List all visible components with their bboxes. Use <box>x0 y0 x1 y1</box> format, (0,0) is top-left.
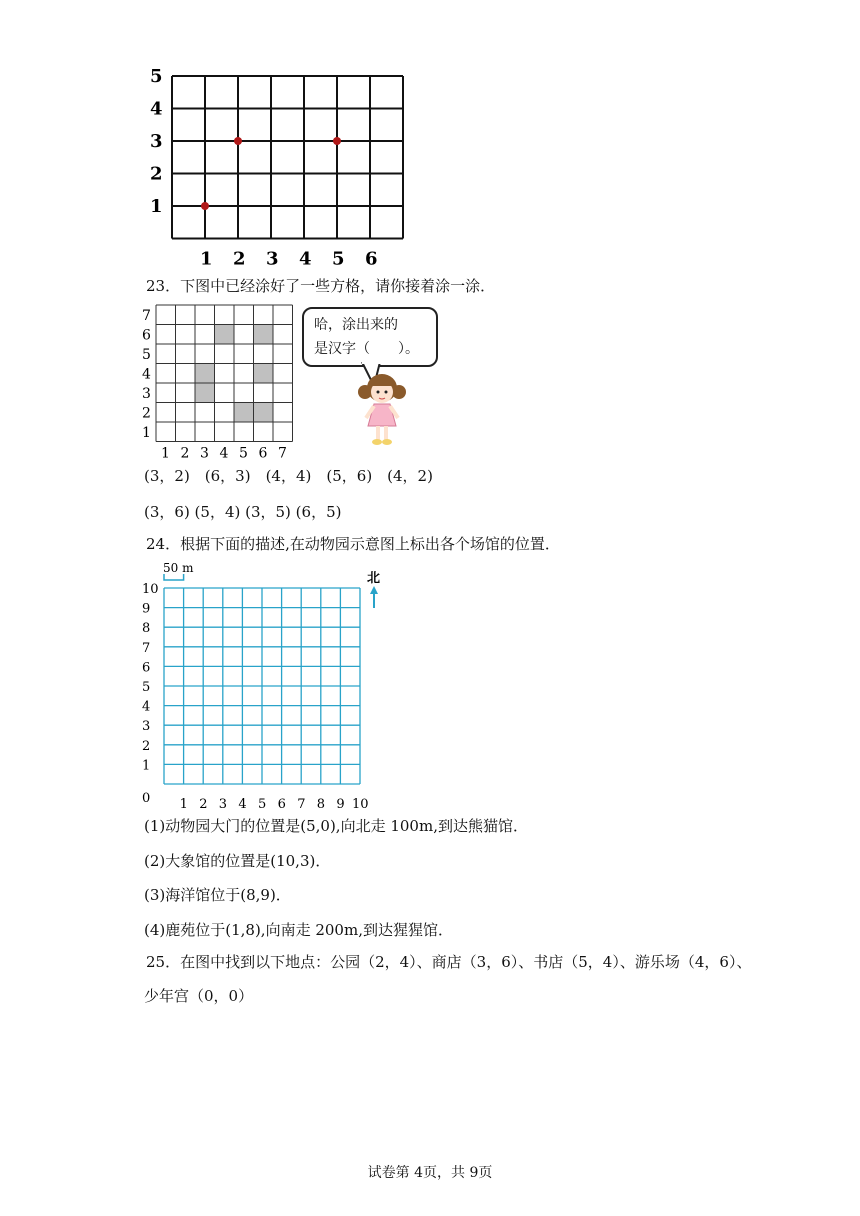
y-tick-label: 7 <box>142 640 151 656</box>
coordinate-list-2: (3，6) (5，4) (3，5) (6，5) <box>144 503 342 521</box>
x-tick-label: 2 <box>180 445 190 460</box>
bubble-line-2: 是汉字（ ）。 <box>314 341 419 357</box>
shaded-cell <box>215 325 235 345</box>
y-tick-label: 5 <box>142 347 151 363</box>
x-tick-label: 6 <box>365 248 378 266</box>
x-tick-label: 7 <box>278 445 287 460</box>
y-tick-label: 1 <box>142 758 151 774</box>
q24-item-3: (3)海洋馆位于(8,9)． <box>144 886 291 904</box>
x-tick-label: 1 <box>161 445 170 460</box>
grid-point <box>234 137 242 145</box>
y-tick-label: 0 <box>142 791 151 806</box>
x-tick-label: 4 <box>299 248 312 266</box>
y-tick-label: 6 <box>142 660 151 676</box>
x-tick-label: 5 <box>239 445 248 460</box>
y-tick-label: 4 <box>142 366 151 383</box>
x-tick-label: 5 <box>258 797 267 808</box>
x-tick-label: 2 <box>233 248 246 266</box>
y-tick-label: 4 <box>142 699 151 715</box>
x-tick-label: 10 <box>352 797 369 808</box>
y-tick-label: 5 <box>142 680 151 695</box>
shaded-cell <box>254 403 274 423</box>
y-tick-label: 5 <box>150 66 163 87</box>
y-tick-label: 4 <box>150 98 163 120</box>
shaded-cell <box>195 364 215 384</box>
x-tick-label: 4 <box>238 797 247 808</box>
x-tick-label: 6 <box>258 445 268 460</box>
coordinate-list-1: (3，2) (6，3) (4，4) (5，6) (4，2) <box>144 467 433 485</box>
x-tick-label: 8 <box>316 797 326 808</box>
north-label: 北 <box>367 571 381 586</box>
q24-item-4: (4)鹿苑位于(1,8),向南走 200m,到达猩猩馆． <box>144 921 453 939</box>
grid-1-svg <box>140 66 410 266</box>
y-tick-label: 3 <box>142 719 151 735</box>
q24-item-2: (2)大象馆的位置是(10,3)． <box>144 852 331 870</box>
question-24-text: 24．根据下面的描述,在动物园示意图上标出各个场馆的位置． <box>146 535 560 553</box>
grid-point <box>201 202 209 210</box>
y-tick-label: 1 <box>150 196 163 217</box>
north-arrow-head-icon <box>370 586 378 594</box>
x-tick-label: 6 <box>277 797 286 808</box>
shaded-cell <box>234 403 254 423</box>
scale-label: 50 m <box>163 561 194 575</box>
speech-bubble <box>302 307 438 367</box>
y-tick-label: 8 <box>142 621 151 637</box>
question-23-text: 23．下图中已经涂好了一些方格，请你接着涂一涂． <box>146 277 496 295</box>
y-tick-label: 9 <box>142 601 151 617</box>
x-tick-label: 3 <box>266 248 279 266</box>
coordinate-grid-1 <box>140 66 410 270</box>
y-tick-label: 2 <box>142 405 151 422</box>
question-25-line-2: 少年宫（0，0） <box>144 987 254 1005</box>
bubble-line-1: 哈，涂出来的 <box>314 317 398 333</box>
x-tick-label: 1 <box>179 797 188 808</box>
x-tick-label: 2 <box>199 797 208 808</box>
shaded-cell <box>254 325 274 345</box>
zoo-map-svg <box>136 558 396 808</box>
y-tick-label: 3 <box>142 386 151 402</box>
shaded-cell <box>195 383 215 403</box>
x-tick-label: 7 <box>297 797 306 808</box>
x-tick-label: 1 <box>200 248 213 266</box>
y-tick-label: 2 <box>150 163 163 185</box>
shaded-cell <box>254 364 274 384</box>
y-tick-label: 3 <box>150 131 163 152</box>
x-tick-label: 5 <box>332 248 345 266</box>
x-tick-label: 9 <box>336 797 345 808</box>
zoo-map-grid <box>136 558 396 812</box>
x-tick-label: 3 <box>218 797 228 808</box>
shading-grid <box>140 300 300 464</box>
page-footer: 试卷第 4页，共 9页 <box>367 1165 493 1181</box>
y-tick-label: 6 <box>142 327 151 344</box>
y-tick-label: 10 <box>142 582 159 597</box>
x-tick-label: 4 <box>219 445 229 460</box>
y-tick-label: 1 <box>142 425 151 441</box>
x-tick-label: 3 <box>200 445 209 460</box>
q24-item-1: (1)动物园大门的位置是(5,0),向北走 100m,到达熊猫馆． <box>144 817 528 835</box>
girl-illustration <box>340 360 430 450</box>
shading-grid-svg <box>140 300 300 460</box>
question-25-line-1: 25．在图中找到以下地点：公园（2，4）、商店（3，6）、书店（5，4）、游乐场（4，6）、 <box>146 953 752 971</box>
y-tick-label: 2 <box>142 738 151 754</box>
y-tick-label: 7 <box>142 308 151 324</box>
grid-point <box>333 137 341 145</box>
